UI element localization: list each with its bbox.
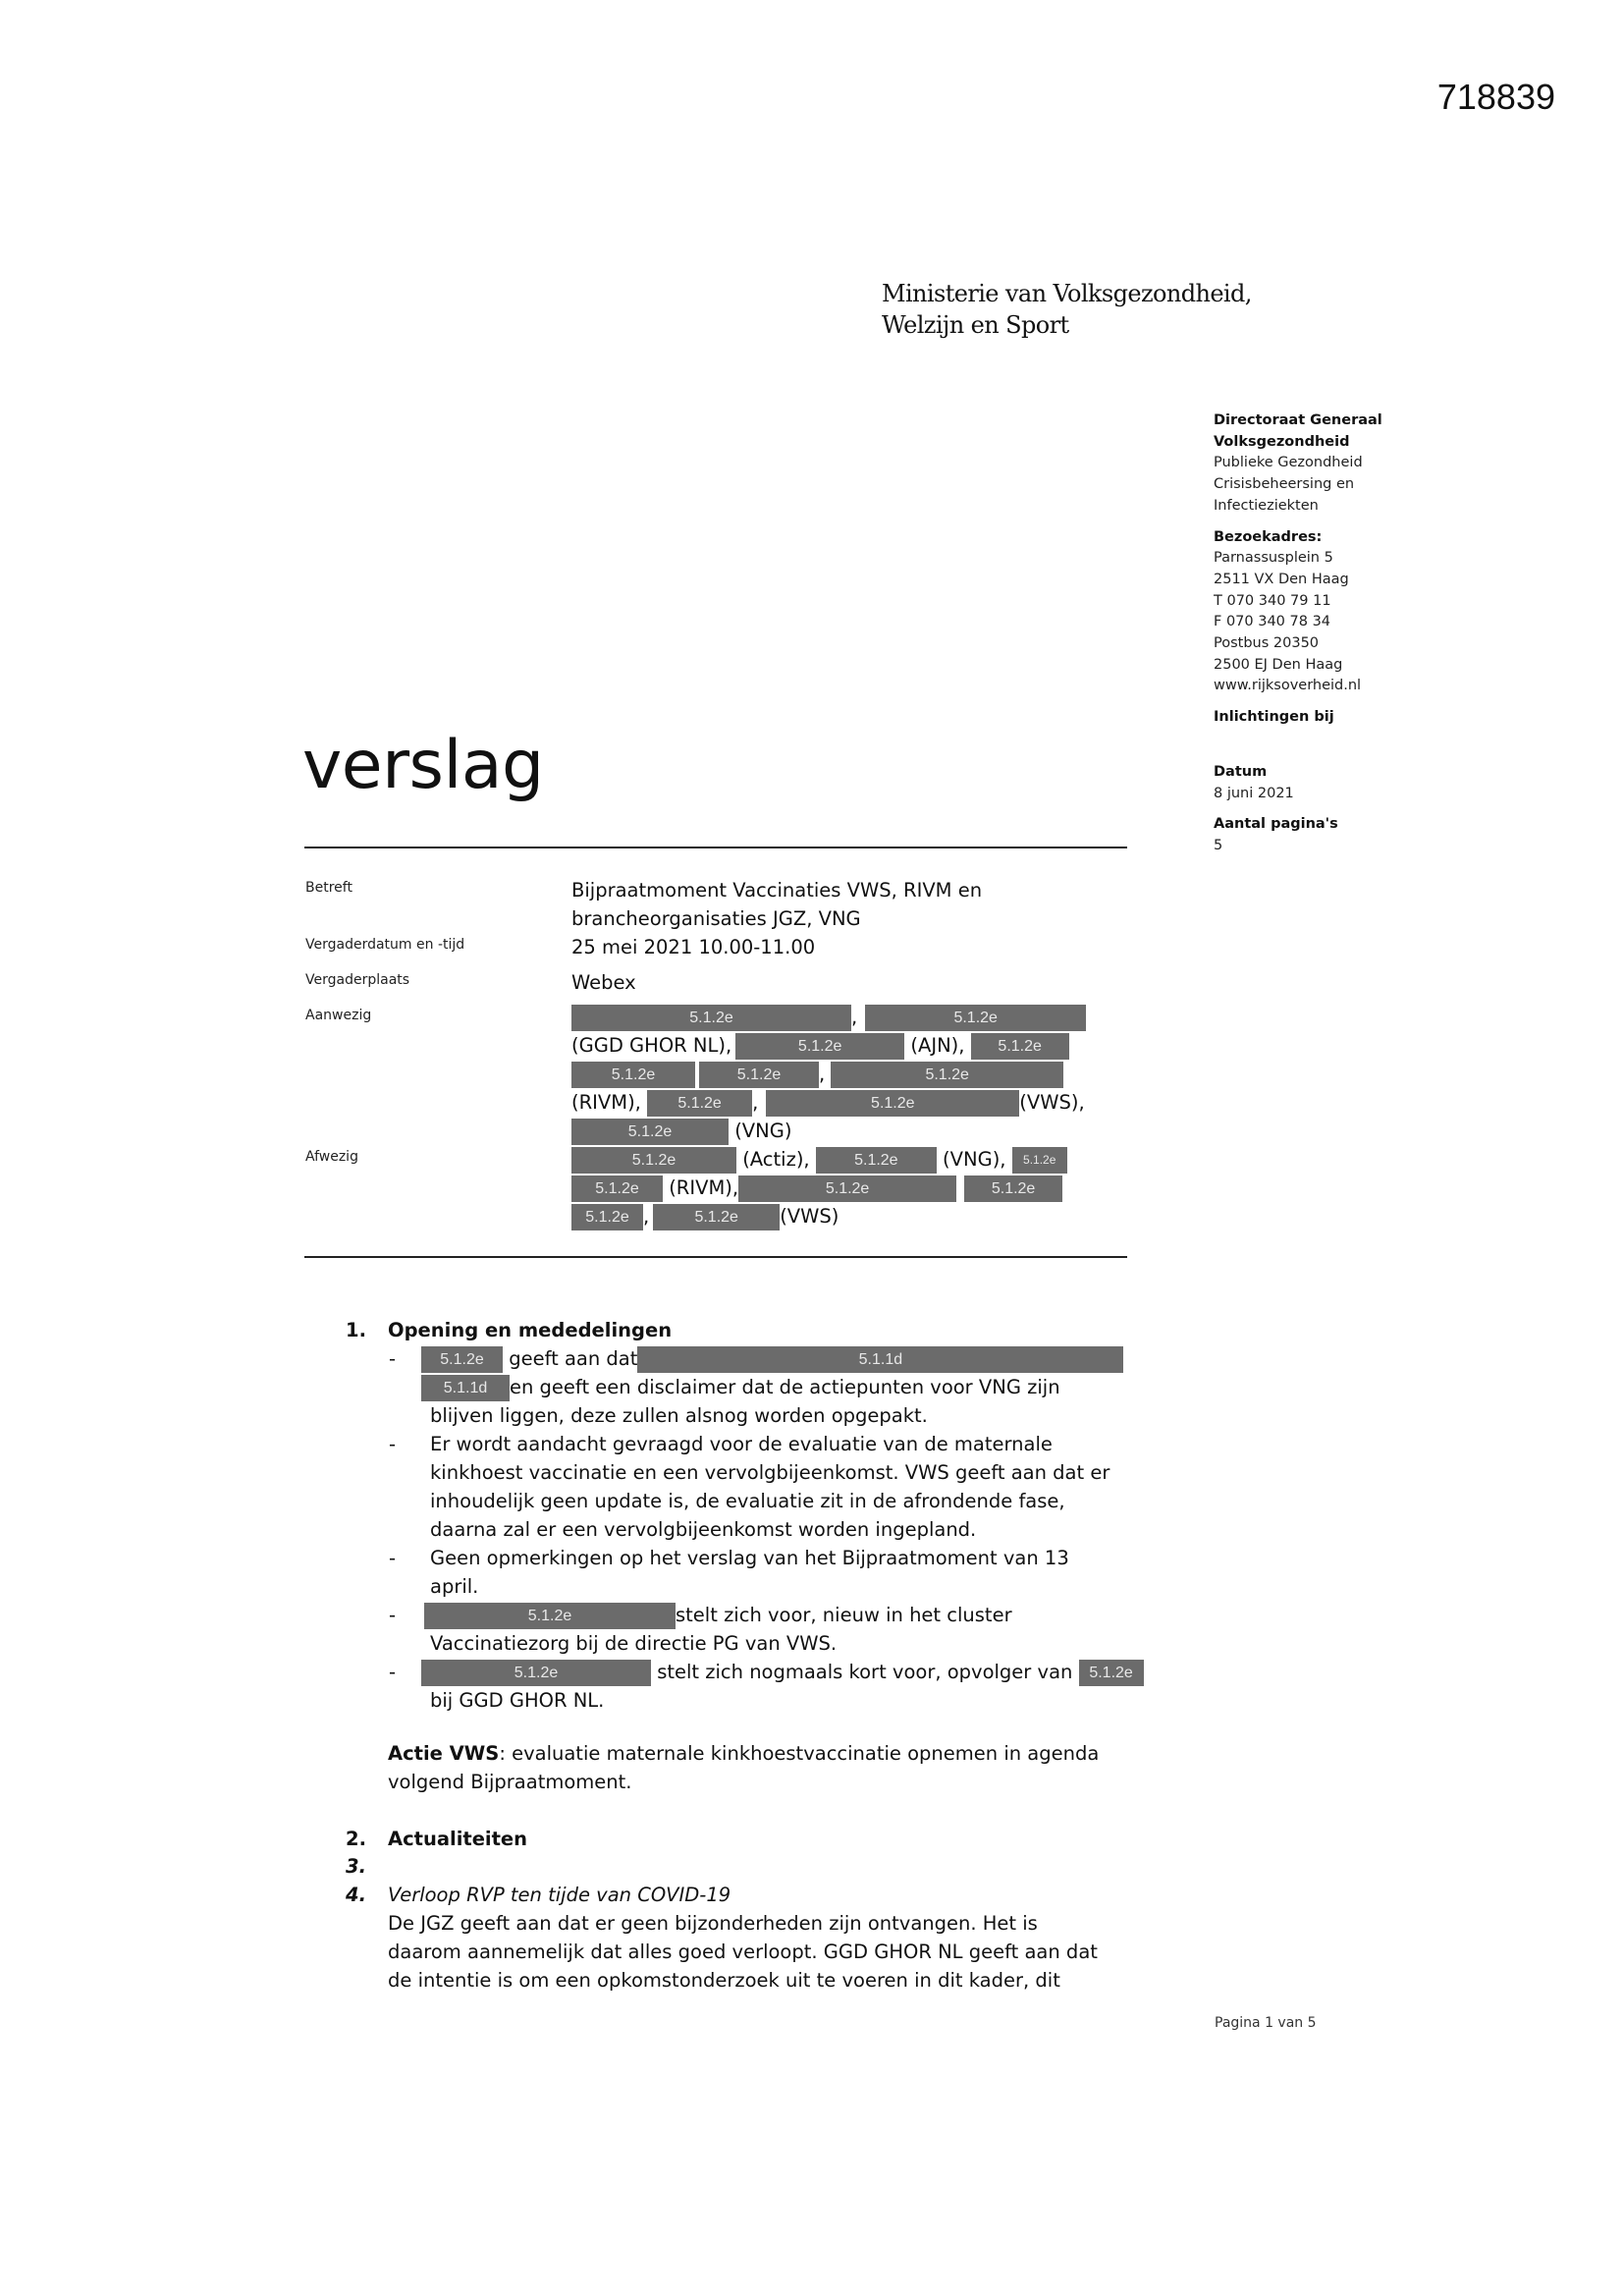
bullet-text: kinkhoest vaccinatie en een vervolgbijeenkomst. VWS geeft aan dat er	[430, 1461, 1110, 1484]
absentees-line	[571, 1145, 1067, 1174]
ministry-line-2: Welzijn en Sport	[882, 311, 1069, 339]
aanwezig-label: Aanwezig	[305, 1008, 372, 1023]
redaction: 5.1.2e	[971, 1033, 1069, 1060]
attendees-line	[571, 1088, 1085, 1117]
bullet-text: daarna zal er een vervolgbijeenkomst worden ingepland.	[430, 1518, 977, 1541]
date: 8 juni 2021	[1214, 785, 1294, 801]
ministry-logo-text	[882, 278, 1252, 341]
section-title: Actualiteiten	[388, 1828, 528, 1850]
bullet-text: Geen opmerkingen op het verslag van het Bijpraatmoment van 13	[430, 1547, 1069, 1569]
bullet-text: inhoudelijk geen update is, de evaluatie zit in de afrondende fase,	[430, 1490, 1065, 1512]
document-title: verslag	[302, 727, 544, 804]
attendees-line	[571, 1060, 1063, 1088]
plaats-label: Vergaderplaats	[305, 972, 410, 988]
redaction: 5.1.2e	[421, 1660, 651, 1686]
redaction: 5.1.2e	[766, 1090, 1019, 1117]
text: (RIVM),	[669, 1176, 739, 1199]
text: (VNG)	[734, 1120, 792, 1142]
bullet-text: blijven liggen, deze zullen alsnog worden opgepakt.	[430, 1404, 928, 1427]
text: en geeft een disclaimer dat de actiepunten voor VNG zijn	[510, 1376, 1060, 1398]
info-label: Inlichtingen bij	[1214, 709, 1334, 726]
text: stelt zich voor, nieuw in het cluster	[676, 1604, 1012, 1626]
ministry-line-1: Ministerie van Volksgezondheid,	[882, 280, 1252, 307]
redaction: 5.1.2e	[571, 1062, 695, 1088]
bullet-text: bij GGD GHOR NL.	[430, 1689, 605, 1712]
text: ,	[752, 1091, 759, 1114]
paragraph-line: De JGZ geeft aan dat er geen bijzonderheden zijn ontvangen. Het is	[388, 1912, 1038, 1935]
redaction: 5.1.2e	[571, 1119, 729, 1145]
redaction: 5.1.2e	[571, 1147, 736, 1174]
pages: 5	[1214, 837, 1223, 853]
divider	[304, 1256, 1127, 1258]
section-title: Verloop RVP ten tijde van COVID-19	[388, 1884, 731, 1906]
bullet-text	[421, 1658, 1144, 1686]
sidebar-colophon	[1214, 410, 1382, 857]
redaction: 5.1.2e	[735, 1033, 904, 1060]
text: (VNG),	[943, 1148, 1006, 1171]
bullet-text	[421, 1373, 1060, 1401]
address: Parnassusplein 5	[1214, 550, 1333, 567]
text: : evaluatie maternale kinkhoestvaccinatie opnemen in agenda	[499, 1742, 1100, 1765]
datum-value: 25 mei 2021 10.00-11.00	[571, 936, 816, 958]
org-unit: Infectieziekten	[1214, 497, 1319, 514]
redaction: 5.1.2e	[647, 1090, 752, 1117]
bullet-dash: -	[389, 1661, 397, 1683]
pobox-city: 2500 EJ Den Haag	[1214, 656, 1343, 673]
redaction: 5.1.2e	[964, 1175, 1062, 1202]
action-text: volgend Bijpraatmoment.	[388, 1771, 632, 1793]
fax: F 070 340 78 34	[1214, 614, 1331, 630]
bullet-text	[421, 1344, 1123, 1373]
attendees-line	[571, 1003, 1086, 1031]
bullet-dash: -	[389, 1547, 397, 1569]
afwezig-label: Afwezig	[305, 1149, 358, 1165]
redaction: 5.1.2e	[699, 1062, 819, 1088]
absentees-line	[571, 1174, 1062, 1202]
betreft-value-2: brancheorganisaties JGZ, VNG	[571, 907, 861, 930]
betreft-label: Betreft	[305, 880, 352, 896]
attendees-line	[571, 1117, 791, 1145]
redaction: 5.1.2e	[1079, 1660, 1144, 1686]
plaats-value: Webex	[571, 971, 636, 994]
text: (VWS),	[1019, 1091, 1085, 1114]
redaction: 5.1.2e	[571, 1175, 663, 1202]
bullet-text	[424, 1601, 1012, 1629]
text: ,	[851, 1006, 858, 1028]
redaction: 5.1.2e	[421, 1346, 503, 1373]
redaction: 5.1.1d	[637, 1346, 1123, 1373]
pobox: Postbus 20350	[1214, 635, 1320, 652]
pages-label: Aantal pagina's	[1214, 816, 1338, 833]
redaction: 5.1.2e	[831, 1062, 1063, 1088]
website: www.rijksoverheid.nl	[1214, 678, 1362, 694]
visit-label: Bezoekadres:	[1214, 528, 1323, 545]
phone: T 070 340 79 11	[1214, 592, 1331, 609]
redaction: 5.1.1d	[421, 1375, 510, 1401]
redaction: 5.1.2e	[571, 1005, 851, 1031]
page-number: Pagina 1 van 5	[1215, 2015, 1317, 2031]
action-label: Actie VWS	[388, 1742, 500, 1765]
org-name-2: Volksgezondheid	[1214, 433, 1350, 450]
bullet-dash: -	[389, 1433, 397, 1455]
org-unit: Publieke Gezondheid	[1214, 455, 1363, 471]
bullet-text: april.	[430, 1575, 479, 1598]
redaction: 5.1.2e	[424, 1603, 676, 1629]
text: ,	[819, 1063, 826, 1085]
betreft-value: Bijpraatmoment Vaccinaties VWS, RIVM en	[571, 879, 983, 902]
text: (GGD GHOR NL),	[571, 1034, 732, 1057]
address: 2511 VX Den Haag	[1214, 571, 1349, 587]
bullet-text: Er wordt aandacht gevraagd voor de evaluatie van de maternale	[430, 1433, 1053, 1455]
datum-label: Vergaderdatum en -tijd	[305, 937, 465, 953]
text: stelt zich nogmaals kort voor, opvolger van	[651, 1661, 1079, 1683]
absentees-line	[571, 1202, 839, 1230]
redaction: 5.1.2e	[571, 1204, 643, 1230]
redaction: 5.1.2e	[816, 1147, 937, 1174]
redaction: 5.1.2e	[738, 1175, 956, 1202]
paragraph-line: de intentie is om een opkomstonderzoek uit te voeren in dit kader, dit	[388, 1969, 1060, 1992]
section-number: 3.	[346, 1855, 366, 1878]
attendees-line	[571, 1031, 1069, 1060]
org-name: Directoraat Generaal	[1214, 412, 1382, 428]
text: (RIVM),	[571, 1091, 641, 1114]
section-number: 4.	[346, 1884, 366, 1906]
bullet-dash: -	[389, 1347, 397, 1370]
redaction: 5.1.2e	[865, 1005, 1086, 1031]
bullet-dash: -	[389, 1604, 397, 1626]
document-number: 718839	[1436, 77, 1555, 117]
section-title: Opening en mededelingen	[388, 1319, 673, 1341]
org-unit: Crisisbeheersing en	[1214, 476, 1355, 493]
redaction: 5.1.2e	[653, 1204, 780, 1230]
date-label: Datum	[1214, 763, 1268, 780]
text: geeft aan dat	[509, 1347, 638, 1370]
text: (Actiz),	[742, 1148, 810, 1171]
redaction: 5.1.2e	[1012, 1147, 1067, 1174]
text: ,	[643, 1205, 650, 1228]
action-item	[388, 1739, 1099, 1768]
text: (AJN),	[910, 1034, 965, 1057]
divider	[304, 847, 1127, 848]
paragraph-line: daarom aannemelijk dat alles goed verloopt. GGD GHOR NL geeft aan dat	[388, 1941, 1098, 1963]
bullet-text: Vaccinatiezorg bij de directie PG van VWS.	[430, 1632, 838, 1655]
text: (VWS)	[780, 1205, 839, 1228]
section-number: 2.	[346, 1828, 366, 1850]
section-number: 1.	[346, 1319, 366, 1341]
